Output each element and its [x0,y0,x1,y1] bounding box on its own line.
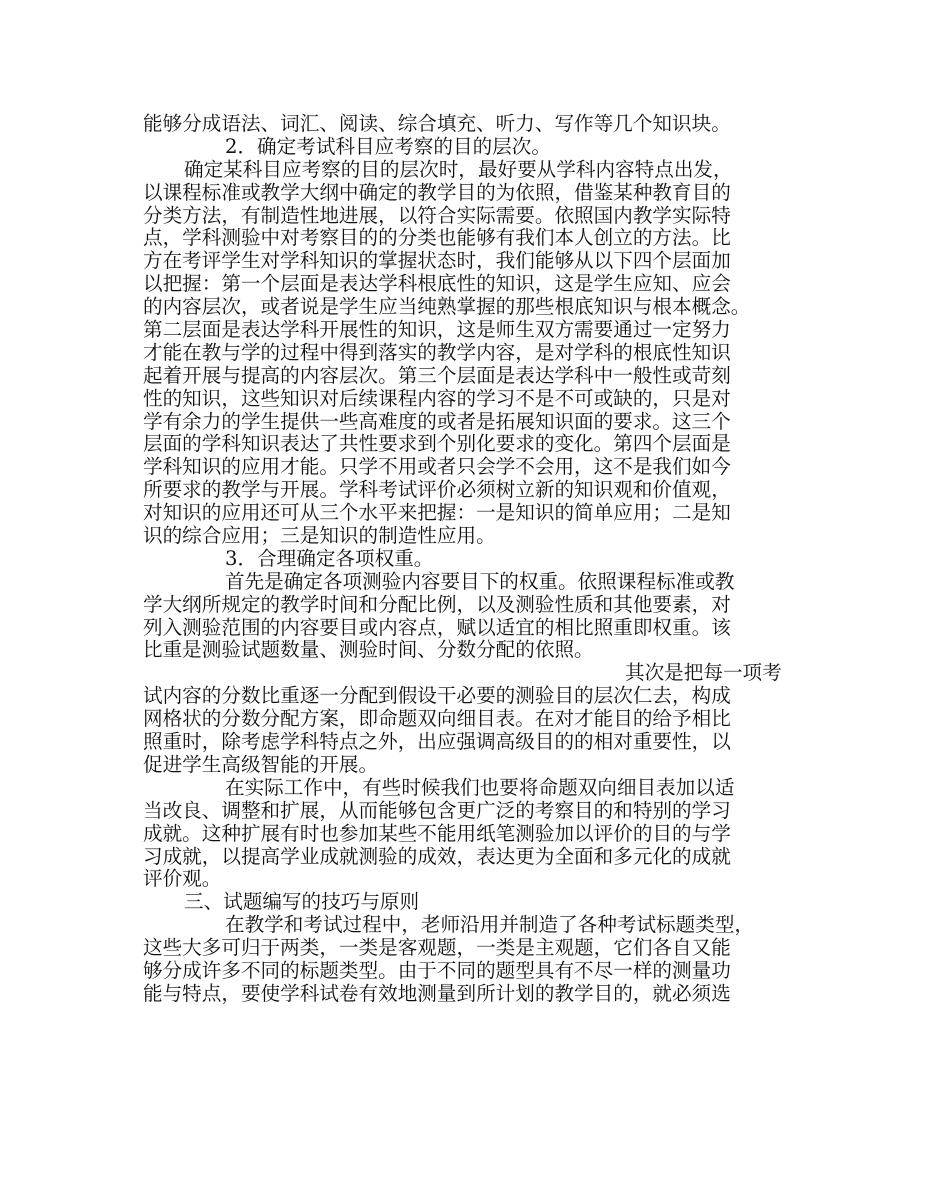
text-line: 分类方法，有制造性地进展，以符合实际需要。依照国内教学实际特 [143,203,731,227]
text-line: 起着开展与提高的内容层次。第三个层面是表达学科中一般性或苛刻 [143,363,731,387]
text-line: 试内容的分数比重逐一分配到假设干必要的测验目的层次仁去，构成 [143,684,731,708]
text-line: 能够分成语法、词汇、阅读、综合填充、听力、写作等几个知识块。 [143,112,731,135]
text-line: 才能在教与学的过程中得到落实的教学内容，是对学科的根底性知识 [143,340,731,364]
text-line: 能与特点，要使学科试卷有效地测量到所计划的教学目的，就必须选 [143,981,731,1005]
text-line: 评价观。 [143,867,222,891]
text-line: 学有余力的学生提供一些高难度的或者是拓展知识面的要求。这三个 [143,409,731,433]
text-line: 够分成许多不同的标题类型。由于不同的题型具有不尽一样的测量功 [143,958,731,982]
text-line: 学科知识的应用才能。只学不用或者只会学不会用，这不是我们如今 [143,455,731,479]
text-line: 当改良、调整和扩展，从而能够包含更广泛的考察目的和特别的学习 [143,798,731,822]
text-line: 对知识的应用还可从三个水平来把握：一是知识的简单应用；二是知 [143,501,731,525]
text-line: 其次是把每一项考 [625,661,782,685]
text-line: 方在考评学生对学科知识的掌握状态时，我们能够从以下四个层面加 [143,249,731,273]
text-line: 成就。这种扩展有时也参加某些不能用纸笔测验加以评价的目的与学 [143,821,731,845]
section-heading-main: 三、试题编写的技巧与原则 [184,890,420,914]
text-line: 照重时，除考虑学科特点之外，出应强调高级目的的相对重要性，以 [143,730,731,754]
section-heading-2: 2．确定考试科目应考察的目的层次。 [225,134,551,158]
section-heading-3: 3．合理确定各项权重。 [225,546,434,570]
text-line: 性的知识，这些知识对后续课程内容的学习不是不可或缺的，只是对 [143,386,731,410]
text-line: 比重是测验试题数量、测验时间、分数分配的依照。 [143,638,594,662]
text-line: 第二层面是表达学科开展性的知识，这是师生双方需要通过一定努力 [143,318,731,342]
text-line: 识的综合应用；三是知识的制造性应用。 [143,524,496,548]
text-line: 点，学科测验中对考察目的的分类也能够有我们本人创立的方法。比 [143,226,731,250]
text-line: 以课程标准或教学大纲中确定的教学目的为依照，借鉴某种教育目的 [143,180,731,204]
text-line: 网格状的分数分配方案，即命题双向细目表。在对才能目的给予相比 [143,707,731,731]
text-line: 在实际工作中，有些时候我们也要将命题双向细目表加以适 [225,775,735,799]
text-line: 的内容层次，或者说是学生应当纯熟掌握的那些根底知识与根本概念。 [143,295,751,319]
text-line: 所要求的教学与开展。学科考试评价必须树立新的知识观和价值观， [143,478,731,502]
text-line: 以把握：第一个层面是表达学科根底性的知识，这是学生应知、应会 [143,272,731,296]
text-line: 习成就，以提高学业成就测验的成效，表达更为全面和多元化的成就 [143,844,731,868]
text-line: 列入测验范围的内容要目或内容点，赋以适宜的相比照重即权重。该 [143,615,731,639]
body-text [143,113,823,1006]
text-line: 层面的学科知识表达了共性要求到个别化要求的变化。第四个层面是 [143,432,731,456]
text-line: 这些大多可归于两类，一类是客观题，一类是主观题，它们各自又能 [143,936,731,960]
text-line: 确定某科目应考察的目的层次时，最好要从学科内容特点出发， [184,157,733,181]
text-line: 首先是确定各项测验内容要目下的权重。依照课程标准或教 [225,569,735,593]
text-line: 在教学和考试过程中，老师沿用并制造了各种考试标题类型， [225,913,755,937]
text-line: 学大纲所规定的教学时间和分配比例，以及测验性质和其他要素，对 [143,592,731,616]
text-line: 促进学生高级智能的开展。 [143,752,379,776]
